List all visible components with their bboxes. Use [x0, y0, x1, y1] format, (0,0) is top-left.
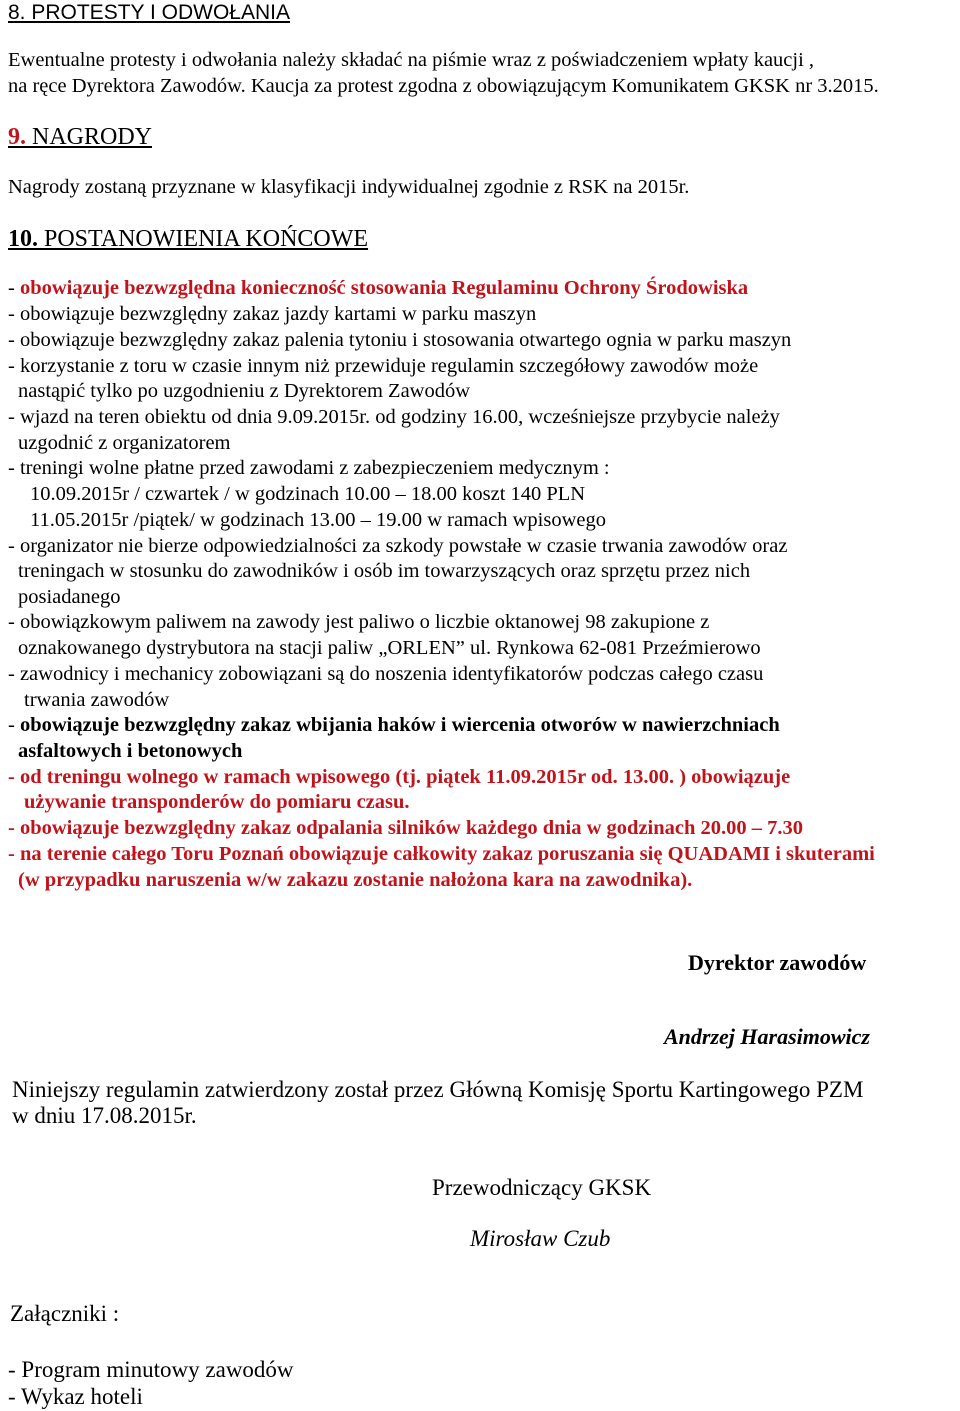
approval-line-1: Niniejszy regulamin zatwierdzony został przez Główną Komisję Sportu Kartingowego PZM — [12, 1077, 864, 1102]
rule-text-bold: obowiązuje bezwzględny zakaz wbijania haków i wiercenia otworów w nawierzchniach — [19, 714, 780, 736]
rule-line-22: - obowiązuje bezwzględny zakaz odpalania silników każdego dnia w godzinach 20.00 – 7.30 — [8, 817, 804, 839]
section-8-line-1: Ewentualne protesty i odwołania należy składać na piśmie wraz z poświadczeniem wpłaty kaucji , — [8, 49, 815, 71]
section-9-line: Nagrody zostaną przyznane w klasyfikacji indywidualnej zgodnie z RSK na 2015r. — [8, 176, 690, 198]
rule-text-highlight: obowiązuje bezwzględna konieczność stosowania Regulaminu Ochrony Środowiska — [19, 277, 749, 299]
attachments-label: Załączniki : — [10, 1301, 120, 1326]
section-8-title: 8. PROTESTY I ODWOŁANIA — [8, 1, 291, 24]
rule-line-8: - treningi wolne płatne przed zawodami z zabezpieczeniem medycznym : — [8, 457, 610, 479]
rule-line-16: - zawodnicy i mechanicy zobowiązani są do noszenia identyfikatorów podczas całego czasu — [8, 663, 764, 685]
attachment-item: - Wykaz hoteli — [8, 1384, 143, 1409]
director-name: Andrzej Harasimowicz — [664, 1024, 870, 1049]
rule-dash: - — [8, 714, 20, 736]
approval-line-2: w dniu 17.08.2015r. — [12, 1103, 197, 1128]
director-role: Dyrektor zawodów — [688, 950, 867, 975]
rule-line-4: - korzystanie z toru w czasie innym niż przewiduje regulamin szczegółowy zawodów może — [8, 355, 759, 377]
rule-line-15: oznakowanego dystrybutora na stacji paliw „ORLEN” ul. Rynkowa 62-081 Przeźmierowo — [18, 637, 761, 659]
rule-dash: - — [8, 277, 20, 299]
rule-line-17: trwania zawodów — [24, 689, 170, 711]
rule-line-3: - obowiązuje bezwzględny zakaz palenia tytoniu i stosowania otwartego ognia w parku maszyn — [8, 329, 792, 351]
rule-line-23: - na terenie całego Toru Poznań obowiązuje całkowity zakaz poruszania się QUADAMI i skuterami — [8, 843, 875, 865]
rule-line-2: - obowiązuje bezwzględny zakaz jazdy kartami w parku maszyn — [8, 303, 537, 325]
rule-line-6: - wjazd na teren obiektu od dnia 9.09.2015r. od godziny 16.00, wcześniejsze przybycie należy — [8, 406, 780, 428]
section-10-title-text: POSTANOWIENIA KOŃCOWE — [38, 226, 369, 252]
rule-line-10: 11.05.2015r /piątek/ w godzinach 13.00 – 19.00 w ramach wpisowego — [30, 509, 606, 531]
section-8-line-2: na ręce Dyrektora Zawodów. Kaucja za protest zgodna z obowiązującym Komunikatem GKSK nr 3.2015. — [8, 75, 879, 97]
rule-line-1 — [8, 277, 748, 300]
rule-line-24: (w przypadku naruszenia w/w zakazu zostanie nałożona kara na zawodnika). — [18, 869, 693, 891]
rule-line-14: - obowiązkowym paliwem na zawody jest paliwo o liczbie oktanowej 98 zakupione z — [8, 611, 710, 633]
rule-line-12: treningach w stosunku do zawodników i osób im towarzyszących oraz sprzętu przez nich — [18, 560, 751, 582]
rule-line-13: posiadanego — [18, 586, 121, 608]
section-9-title — [8, 124, 152, 151]
chairman-name: Mirosław Czub — [470, 1226, 611, 1251]
rule-line-19: asfaltowych i betonowych — [18, 740, 243, 762]
section-9-title-text: NAGRODY — [26, 124, 152, 150]
rule-line-5: nastąpić tylko po uzgodnieniu z Dyrektorem Zawodów — [18, 380, 471, 402]
section-10-title — [8, 226, 368, 253]
rule-line-18 — [8, 714, 780, 737]
rule-line-20: - od treningu wolnego w ramach wpisowego (tj. piątek 11.09.2015r od. 13.00. ) obowiązuje — [8, 766, 791, 788]
rule-line-7: uzgodnić z organizatorem — [18, 432, 231, 454]
section-9-number: 9. — [8, 124, 26, 150]
rule-line-11: - organizator nie bierze odpowiedzialności za szkody powstałe w czasie trwania zawodów oraz — [8, 535, 788, 557]
section-10-number: 10. — [8, 226, 38, 252]
rule-line-9: 10.09.2015r / czwartek / w godzinach 10.00 – 18.00 koszt 140 PLN — [30, 483, 586, 505]
attachment-item: - Program minutowy zawodów — [8, 1357, 294, 1382]
rule-line-21: używanie transponderów do pomiaru czasu. — [24, 791, 410, 813]
chairman-role: Przewodniczący GKSK — [432, 1175, 652, 1200]
